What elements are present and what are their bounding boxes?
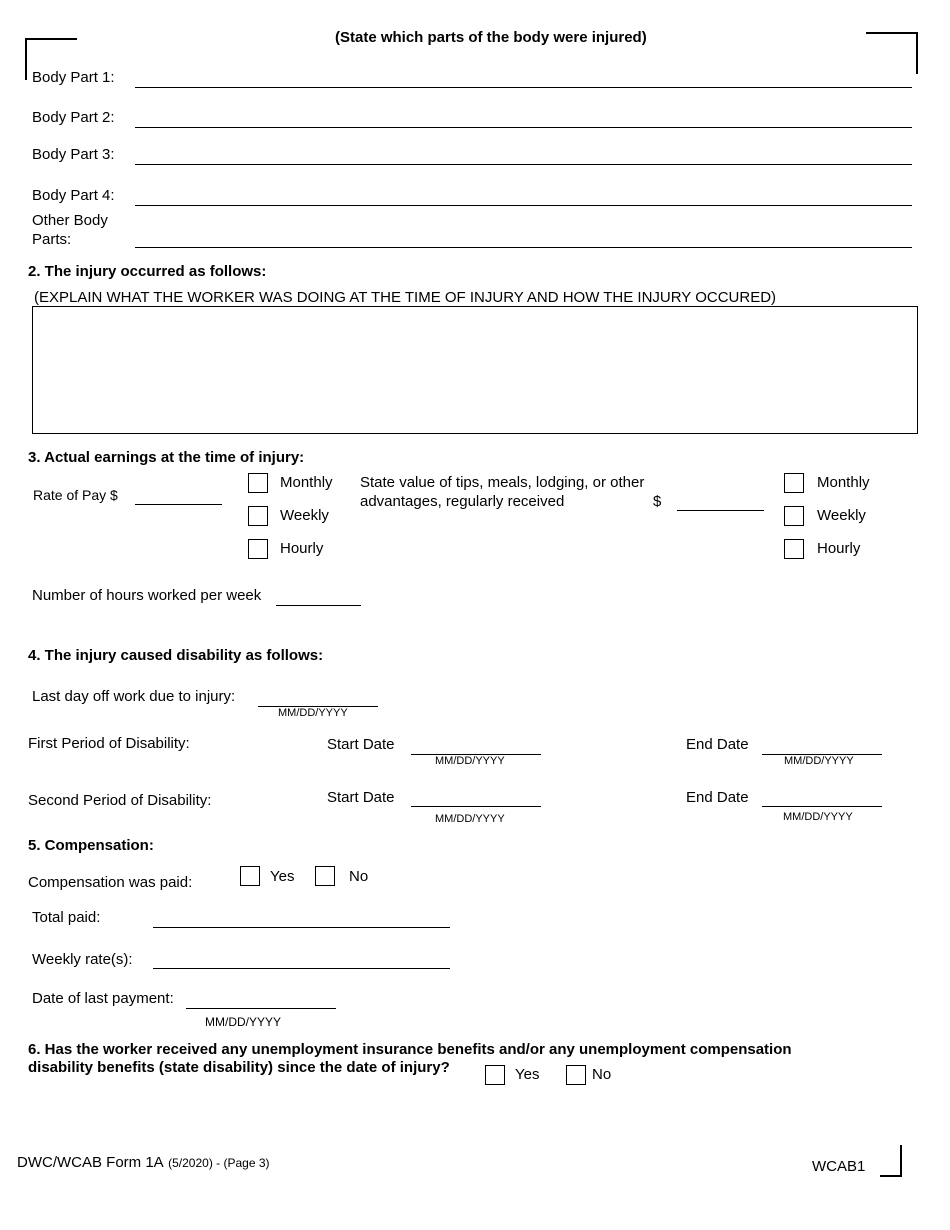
tips-hourly-label: Hourly [817,540,861,557]
corner-bracket-bottom-right [880,1145,902,1177]
rate-weekly-label: Weekly [280,507,329,524]
unemployment-yes-label: Yes [515,1066,540,1083]
body-part-3-label: Body Part 3: [32,146,115,163]
first-end-date-label: End Date [686,736,749,753]
rate-of-pay-field[interactable] [135,504,222,505]
section-5-title: 5. Compensation: [28,837,154,854]
first-start-date-format: MM/DD/YYYY [435,755,505,767]
section-6-question-line1: 6. Has the worker received any unemployment insurance benefits and/or any unemployment compensation [28,1041,792,1058]
first-period-label: First Period of Disability: [28,735,190,752]
tips-label-line2: advantages, regularly received [360,493,565,510]
compensation-paid-no-checkbox[interactable] [315,866,335,886]
second-start-date-format: MM/DD/YYYY [435,813,505,825]
first-end-date-format: MM/DD/YYYY [784,755,854,767]
compensation-paid-yes-checkbox[interactable] [240,866,260,886]
last-day-off-format: MM/DD/YYYY [278,707,348,719]
rate-of-pay-label: Rate of Pay $ [33,487,118,503]
body-parts-header: (State which parts of the body were injured) [335,29,647,46]
compensation-paid-no-label: No [349,868,369,885]
rate-weekly-checkbox[interactable] [248,506,268,526]
tips-hourly-checkbox[interactable] [784,539,804,559]
second-end-date-field[interactable] [762,806,882,807]
section-4-title: 4. The injury caused disability as follows: [28,647,324,664]
footer-form-name: DWC/WCAB Form 1A [17,1154,164,1171]
second-period-label: Second Period of Disability: [28,792,212,809]
other-body-parts-label: Other Body Parts: [32,212,108,248]
second-end-date-format: MM/DD/YYYY [783,811,853,823]
footer-form-edition: (5/2020) - (Page 3) [168,1156,270,1170]
compensation-paid-label: Compensation was paid: [28,874,193,891]
footer-form-id [17,1154,270,1172]
body-part-4-label: Body Part 4: [32,187,115,204]
second-start-date-field[interactable] [411,806,541,807]
body-part-1-label: Body Part 1: [32,69,115,86]
footer-form-code: WCAB1 [812,1158,866,1175]
last-payment-label: Date of last payment: [32,990,174,1007]
unemployment-no-checkbox[interactable] [566,1065,586,1085]
total-paid-field[interactable] [153,927,450,928]
section-2-instruction: (EXPLAIN WHAT THE WORKER WAS DOING AT THE TIME OF INJURY AND HOW THE INJURY OCCURED) [34,289,777,306]
body-part-3-field[interactable] [135,164,912,165]
rate-monthly-checkbox[interactable] [248,473,268,493]
tips-monthly-checkbox[interactable] [784,473,804,493]
second-start-date-label: Start Date [327,789,395,806]
total-paid-label: Total paid: [32,909,101,926]
second-end-date-label: End Date [686,789,749,806]
tips-label-line1: State value of tips, meals, lodging, or other [360,474,645,491]
body-part-1-field[interactable] [135,87,912,88]
section-6-question-line2: disability benefits (state disability) since the date of injury? [28,1059,450,1076]
body-part-2-label: Body Part 2: [32,109,115,126]
rate-monthly-label: Monthly [280,474,333,491]
unemployment-no-label: No [592,1066,612,1083]
hours-per-week-field[interactable] [276,605,361,606]
last-day-off-label: Last day off work due to injury: [32,688,236,705]
tips-monthly-label: Monthly [817,474,870,491]
other-body-parts-field[interactable] [135,247,912,248]
hours-per-week-label: Number of hours worked per week [32,587,262,604]
corner-bracket-top-right [866,32,918,74]
rate-hourly-label: Hourly [280,540,324,557]
tips-weekly-checkbox[interactable] [784,506,804,526]
rate-hourly-checkbox[interactable] [248,539,268,559]
body-part-2-field[interactable] [135,127,912,128]
section-2-title: 2. The injury occurred as follows: [28,263,267,280]
injury-explanation-textbox[interactable] [32,306,918,434]
tips-value-field[interactable] [677,510,764,511]
section-3-title: 3. Actual earnings at the time of injury: [28,449,305,466]
body-part-4-field[interactable] [135,205,912,206]
tips-weekly-label: Weekly [817,507,866,524]
last-payment-field[interactable] [186,1008,336,1009]
first-start-date-label: Start Date [327,736,395,753]
last-payment-format: MM/DD/YYYY [205,1015,282,1029]
weekly-rate-label: Weekly rate(s): [32,951,133,968]
compensation-paid-yes-label: Yes [270,868,295,885]
unemployment-yes-checkbox[interactable] [485,1065,505,1085]
tips-dollar-sign: $ [653,493,662,510]
weekly-rate-field[interactable] [153,968,450,969]
